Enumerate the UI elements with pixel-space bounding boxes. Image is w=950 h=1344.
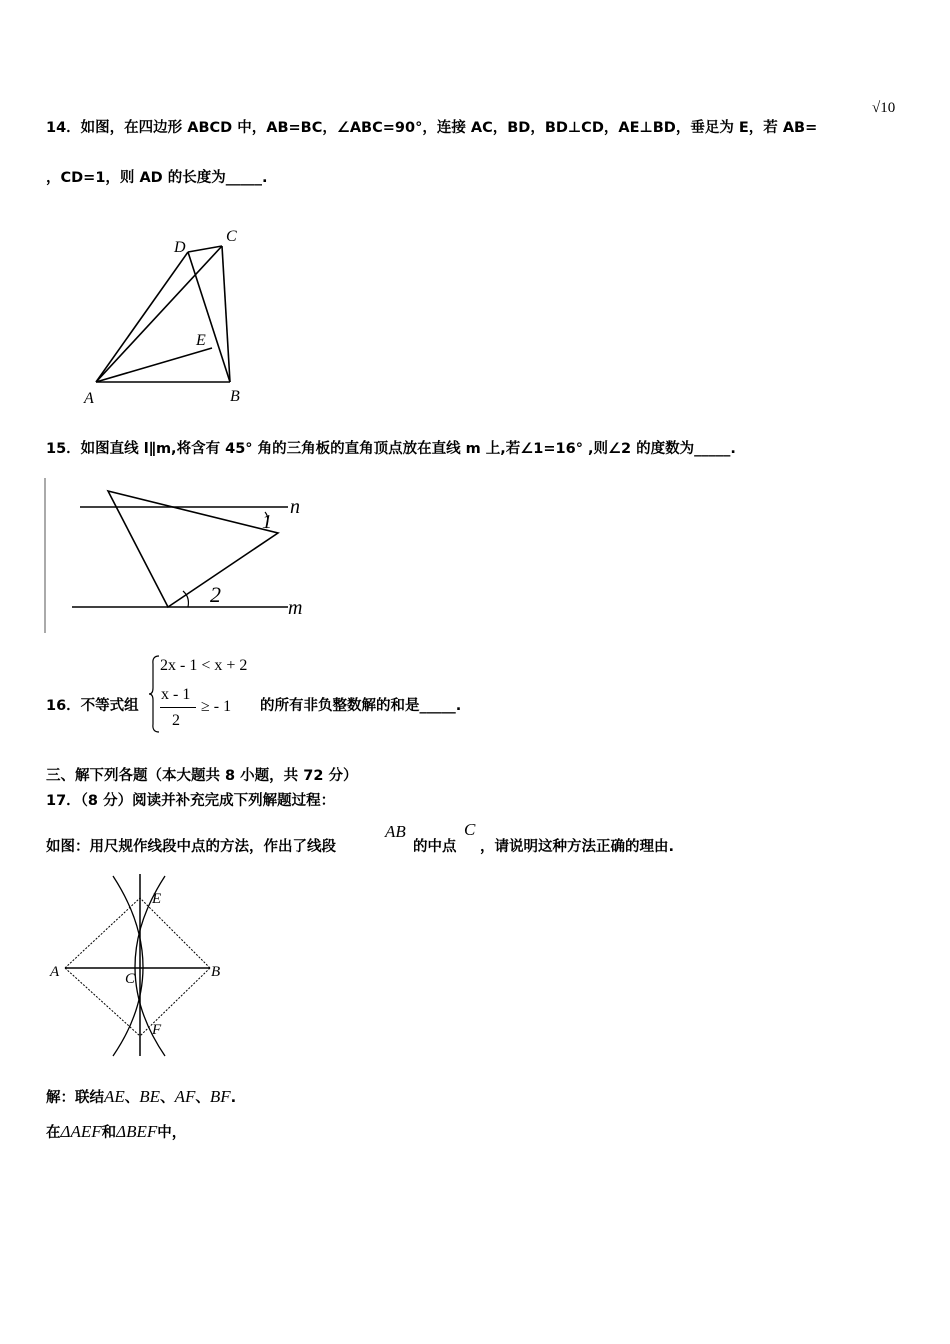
separator: 、 xyxy=(124,1090,140,1106)
triangle-comparison-line xyxy=(46,1121,186,1142)
in-suffix: 中， xyxy=(157,1125,187,1141)
q15-text: 15．如图直线 l∥m,将含有 45° 角的三角板的直角顶点放在直线 m 上,若∠1=16° ,则∠2 的度数为_____. xyxy=(46,441,736,457)
label-b: B xyxy=(230,388,240,405)
and-word: 和 xyxy=(101,1125,117,1141)
segment-bf-text: BF xyxy=(209,1087,231,1106)
label-d: D xyxy=(174,239,186,256)
triangle-aef: ΔAEF xyxy=(60,1122,102,1141)
triangle-ruler xyxy=(108,491,278,607)
label-e: E xyxy=(196,332,206,349)
midpoint-c-label: C xyxy=(464,820,476,839)
segment-bf xyxy=(140,968,210,1036)
segment-ae xyxy=(96,348,212,382)
fraction-denominator: 2 xyxy=(172,712,180,729)
label-angle-two: 2 xyxy=(210,582,221,607)
solution-end: . xyxy=(230,1090,237,1106)
arc-from-a xyxy=(113,876,143,1056)
q14-quadrilateral-figure xyxy=(80,225,280,415)
solution-prefix: 解：联结 xyxy=(46,1090,104,1106)
separator: 、 xyxy=(195,1090,210,1106)
label-angle-one: 1 xyxy=(262,511,272,533)
q17-desc-part-a: 如图：用尺规作线段中点的方法，作出了线段 xyxy=(46,839,336,855)
section-three-title: 三、解下列各题（本大题共 8 小题，共 72 分） xyxy=(46,768,358,784)
label-c: C xyxy=(125,971,136,987)
q14-line1: 14．如图，在四边形 ABCD 中，AB=BC，∠ABC=90°，连接 AC，BD，BD⊥CD，AE⊥BD，垂足为 E，若 AB= xyxy=(46,120,818,136)
label-m: m xyxy=(288,597,303,619)
q17-desc-part-c: ，请说明这种方法正确的理由. xyxy=(480,839,675,855)
separator: 、 xyxy=(160,1090,175,1106)
q16-prefix: 16．不等式组 xyxy=(46,698,139,714)
q17-midpoint-construction-figure xyxy=(45,872,235,1062)
label-f: F xyxy=(152,1022,162,1038)
label-n: n xyxy=(290,496,300,518)
label-a: A xyxy=(50,964,60,980)
segment-ae-text: AE xyxy=(104,1087,125,1106)
segment-ab-label: AB xyxy=(385,822,406,841)
q17-desc-part-b: 的中点 xyxy=(413,839,457,855)
label-a: A xyxy=(84,390,94,407)
segment-ac xyxy=(96,246,222,382)
segment-af-text: AF xyxy=(174,1087,196,1106)
fraction-numerator: x - 1 xyxy=(161,686,191,703)
label-e: E xyxy=(152,891,162,907)
triangle-bef: ΔBEF xyxy=(116,1122,158,1141)
label-b: B xyxy=(211,964,221,980)
sqrt-ten: √10 xyxy=(872,100,896,116)
fraction-bar xyxy=(160,707,196,708)
q17-header: 17．（8 分）阅读并补充完成下列解题过程： xyxy=(46,793,336,809)
label-c: C xyxy=(226,228,237,245)
q16-suffix: 的所有非负整数解的和是_____. xyxy=(260,698,462,714)
segment-be-text: BE xyxy=(139,1087,161,1106)
inequality-two-rhs: ≥ - 1 xyxy=(201,698,232,715)
segment-ae xyxy=(65,898,140,968)
segment-be xyxy=(140,898,210,968)
in-prefix: 在 xyxy=(46,1125,61,1141)
inequality-one: 2x - 1 < x + 2 xyxy=(160,657,248,674)
q15-parallel-lines-figure xyxy=(40,470,320,640)
q14-line2: ，CD=1，则 AD 的长度为_____. xyxy=(46,170,268,186)
solution-line xyxy=(46,1086,236,1107)
segment-da xyxy=(96,252,188,382)
